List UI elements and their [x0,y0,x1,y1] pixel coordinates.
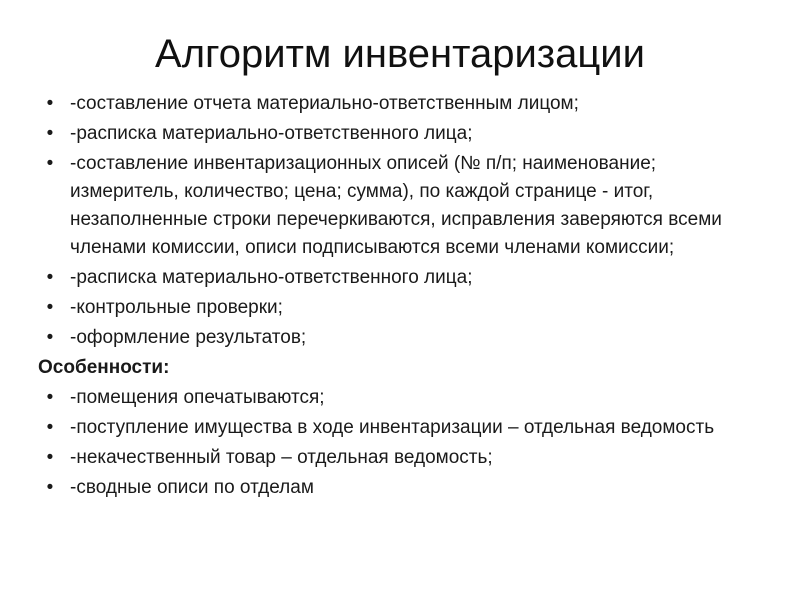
list-item-text: -расписка материально-ответственного лица; [70,267,473,288]
list-item-text: -помещения опечатываются; [70,387,325,408]
bullet-icon: • [46,297,54,318]
slide-title: Алгоритм инвентаризации [155,32,645,76]
bullet-icon: • [46,447,54,468]
algorithm-list [38,90,738,352]
bullet-icon: • [46,477,54,498]
list-item-text: -поступление имущества в ходе инвентаризации – отдельная ведомость [70,417,715,438]
list-item-text: -составление отчета материально-ответственным лицом; [70,93,579,114]
list-item [38,474,738,502]
list-item [38,264,738,292]
list-item [38,150,738,262]
list-item-text: -контрольные проверки; [70,297,283,318]
bullet-icon: • [46,387,54,408]
slide-content [38,90,738,504]
list-item [38,294,738,322]
list-item [38,120,738,148]
list-item [38,324,738,352]
bullet-icon: • [46,123,54,144]
bullet-icon: • [46,267,54,288]
bullet-icon: • [46,153,54,174]
list-item-text: -расписка материально-ответственного лица; [70,123,473,144]
bullet-icon: • [46,93,54,114]
list-item [38,384,738,412]
list-item [38,90,738,118]
list-item [38,414,738,442]
list-item-text: -некачественный товар – отдельная ведомость; [70,447,493,468]
list-item [38,444,738,472]
list-item-text: -составление инвентаризационных описей (№ п/п; наименование; измеритель, количество; цена; сумма), по каждой странице - итог, незаполненные строки перечеркиваются, исправления заверяются всеми членами комиссии, описи подписываются всеми членами комиссии; [70,153,722,258]
list-item-text: -оформление результатов; [70,327,307,348]
bullet-icon: • [46,327,54,348]
section-heading: Особенности: [38,357,170,378]
features-list [38,384,738,502]
bullet-icon: • [46,417,54,438]
list-item-text: -сводные описи по отделам [70,477,314,498]
